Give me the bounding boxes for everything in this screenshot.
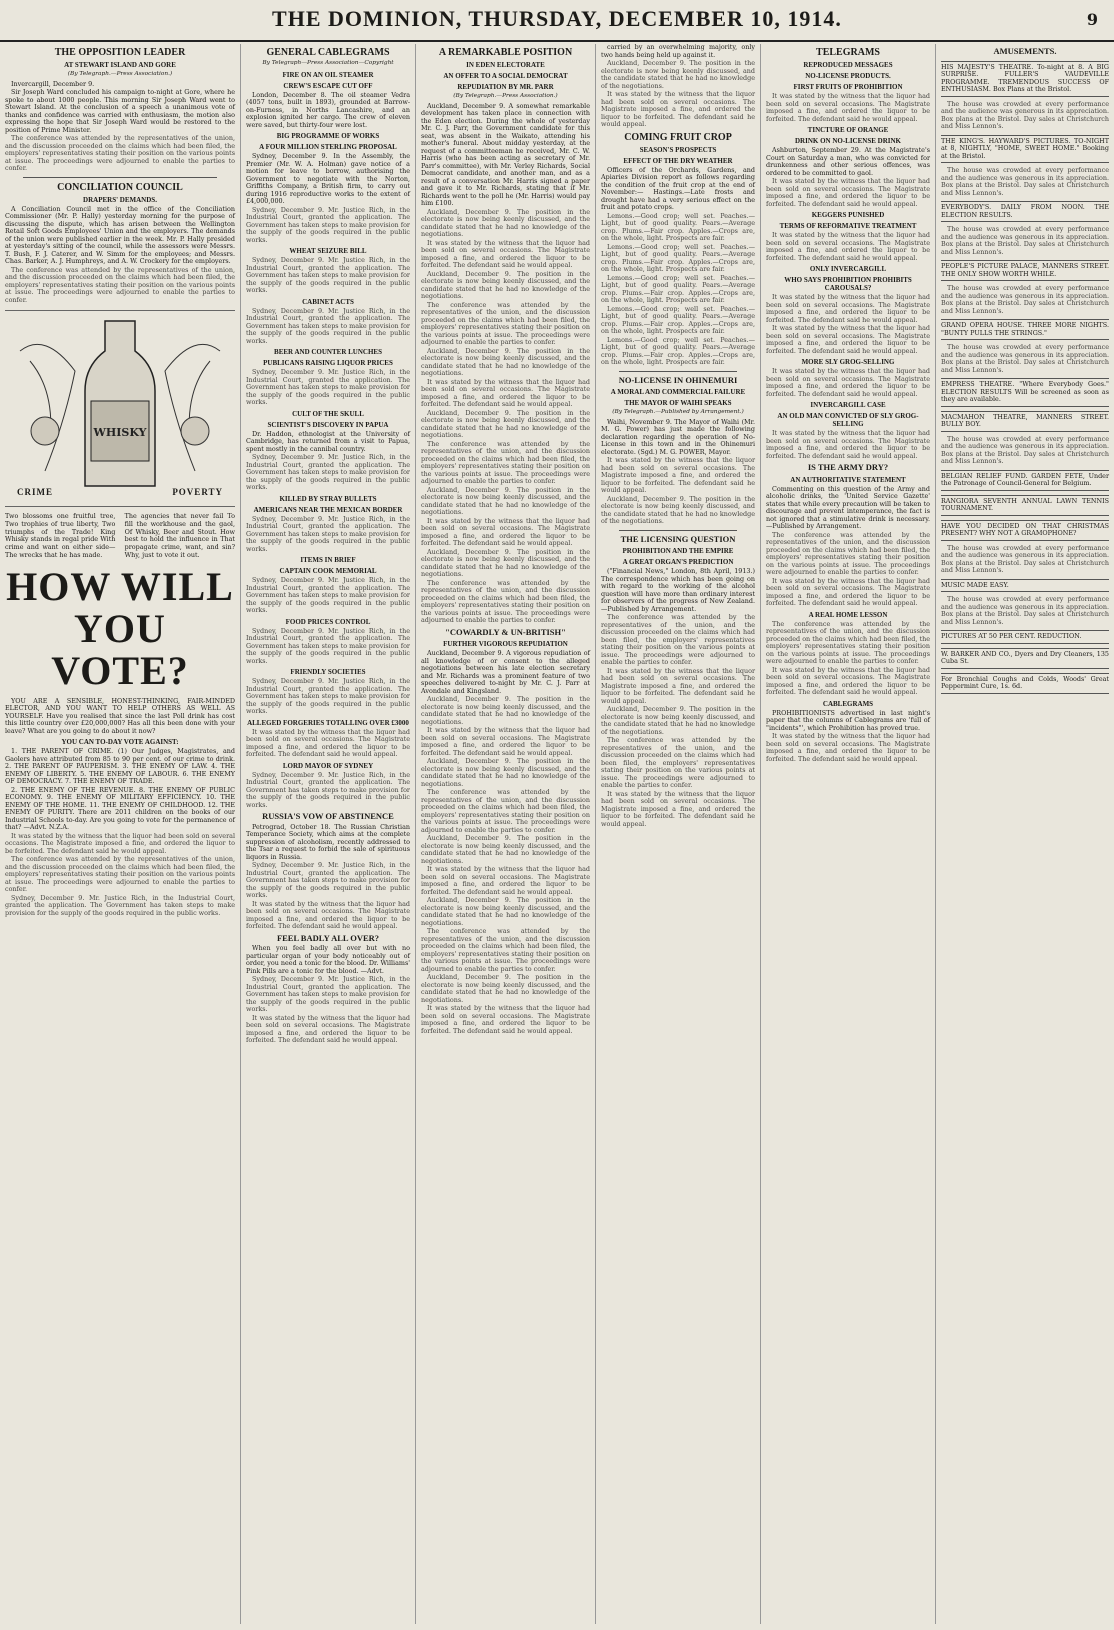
advert-filler: The house was crowded at every performance and the audience was generous in its appreciation. Box plans at the Bristol. Day sales at Christchurch and Miss Lennon's. bbox=[941, 595, 1109, 626]
column-1 bbox=[0, 44, 240, 1624]
army-body: Commenting on this question of the Army and alcoholic drinks, the 'United Service Gazette' states that while every precaution will be taken to discourage and prevent intemperance, the fact is not ignored that a stimulative drink is necessary. —Published by Arrangement. bbox=[766, 484, 930, 530]
article-filler: Auckland, December 9. The position in the electorate is now being keenly discussed, and the candidate stated that he had no knowledge of the negotiations. bbox=[421, 346, 590, 377]
items-in-brief-heading: ITEMS IN BRIEF bbox=[300, 556, 356, 564]
article-dateline: Invercargill, December 9. bbox=[11, 79, 95, 88]
amusements-heading: AMUSEMENTS. bbox=[993, 46, 1057, 56]
scientist-discovery-subheading: SCIENTIST'S DISCOVERY IN PAPUA bbox=[267, 420, 389, 429]
waihi-body: Waihi, November 9. The Mayor of Waihi (Mr. M. G. Power) has just made the following declaration regarding the operation of No-License in this town and in the Ohinemuri electorate. (Sgd.) M. G. POWER, Mayor. bbox=[601, 417, 755, 456]
fire-oil-steamer-heading: FIRE ON AN OIL STEAMER bbox=[282, 70, 374, 79]
great-organ-subheading: A GREAT ORGAN'S PREDICTION bbox=[622, 558, 734, 566]
sly-grog-subheading: MORE SLY GROG-SELLING bbox=[801, 358, 895, 366]
article-filler: The conference was attended by the representatives of the union, and the discussion proceeded on the claims which had been filed, the employers' representatives stating their position on the various points at issue. The proceedings were adjourned to enable the parties to confer. bbox=[421, 300, 590, 346]
peoples-palace-advert: PEOPLE'S PICTURE PALACE, MANNERS STREET. THE ONLY SHOW WORTH WHILE. bbox=[941, 260, 1109, 281]
tennis-tournament-advert: RANGIORA SEVENTH ANNUAL LAWN TENNIS TOURNAMENT. bbox=[941, 495, 1109, 516]
further-repudiation-subheading: FURTHER VIGOROUS REPUDIATION bbox=[443, 640, 568, 648]
article-filler: Lemons.—Good crop; well set. Peaches.—Light, but of good quality. Pears.—Average crop. Plums.—Fair crop. Apples.—Crops are, on the whole, light. Prospects are fair. bbox=[601, 304, 755, 335]
article-filler: Auckland, December 9. The position in the electorate is now being keenly discussed, and the candidate stated that he had no knowledge of the negotiations. bbox=[421, 896, 590, 927]
drink-no-license-subheading: DRINK ON NO-LICENSE DRINK bbox=[795, 137, 901, 145]
article-filler: It was stated by the witness that the liquor had been sold on several occasions. The Magistrate imposed a fine, and ordered the liquor to be forfeited. The defendant said he would appeal. bbox=[766, 367, 930, 398]
article-filler: It was stated by the witness that the liquor had been sold on several occasions. The Magistrate imposed a fine, and ordered the liquor to be forfeited. The defendant said he would appeal. bbox=[601, 666, 755, 705]
macmahon-theatre-advert: MACMAHON THEATRE, MANNERS STREET. BULLY BOY. bbox=[941, 411, 1109, 432]
article-filler: It was stated by the witness that the liquor had been sold on several occasions. The Magistrate imposed a fine, and ordered the liquor to be forfeited. The defendant said he would appeal. bbox=[421, 726, 590, 757]
keggers-punished-subheading: KEGGERS PUNISHED bbox=[811, 211, 885, 219]
article-filler: Auckland, December 9. The position in the electorate is now being keenly discussed, and the candidate stated that he had no knowledge of the negotiations. bbox=[421, 695, 590, 726]
cult-of-skull-heading: CULT OF THE SKULL bbox=[292, 409, 364, 418]
divider bbox=[619, 530, 737, 531]
article-filler: The conference was attended by the representatives of the union, and the discussion proceeded on the claims which had been filed, the employers' representatives stating their position on the various points at issue. The proceedings were adjourned to enable the parties to confer. bbox=[601, 736, 755, 789]
article-filler: Sydney, December 9. Mr. Justice Rich, in the Industrial Court, granted the application. The Government has taken steps to make provision for the supply of the goods required in the public works. bbox=[246, 306, 410, 345]
article-filler: It was stated by the witness that the liquor had been sold on several occasions. The Magistrate imposed a fine, and ordered the liquor to be forfeited. The defendant said he would appeal. bbox=[246, 727, 410, 758]
cabinet-acts-heading: CABINET ACTS bbox=[302, 297, 354, 306]
programme-of-works-heading: BIG PROGRAMME OF WORKS bbox=[276, 132, 380, 140]
article-filler: Sydney, December 9. Mr. Justice Rich, in the Industrial Court, granted the application. The Government has taken steps to make provision for the supply of the goods required in the public works. bbox=[246, 975, 410, 1013]
article-filler: It was stated by the witness that the liquor had been sold on several occasions. The Magistrate imposed a fine, and ordered the liquor to be forfeited. The defendant said he would appeal. bbox=[421, 516, 590, 547]
article-filler: Auckland, December 9. The position in the electorate is now being keenly discussed, and the candidate stated that he had no knowledge of the negotiations. bbox=[601, 59, 755, 90]
article-filler: Sydney, December 9. Mr. Justice Rich, in the Industrial Court, granted the application. The Government has taken steps to make provision for the supply of the goods required in the public works. bbox=[246, 626, 410, 665]
social-democrat-subheading: AN OFFER TO A SOCIAL DEMOCRAT bbox=[443, 72, 568, 80]
article-filler: Lemons.—Good crop; well set. Peaches.—Light, but of good quality. Pears.—Average crop. Plums.—Fair crop. Apples.—Crops are, on the whole, light. Prospects are fair. bbox=[601, 273, 755, 304]
season-prospects-subheading: SEASON'S PROSPECTS bbox=[639, 145, 717, 154]
cartoon-poem bbox=[5, 513, 235, 560]
article-filler: It was stated by the witness that the liquor had been sold on several occasions. The Magistrate imposed a fine, and ordered the liquor to be forfeited. The defendant said he would appeal. bbox=[766, 665, 930, 696]
article-filler: Auckland, December 9. The position in the electorate is now being keenly discussed, and the candidate stated that he had no knowledge of the negotiations. bbox=[601, 705, 755, 736]
first-fruits-subheading: FIRST FRUITS OF PROHIBITION bbox=[793, 83, 903, 91]
article-filler: The conference was attended by the representatives of the union, and the discussion proceeded on the claims which had been filed, the employers' representatives stating their position on the various points at issue. The proceedings were adjourned to enable the parties to confer. bbox=[421, 927, 590, 973]
mexican-border-subheading: AMERICANS NEAR THE MEXICAN BORDER bbox=[253, 505, 403, 514]
fruit-crop-body: Officers of the Orchards, Gardens, and Apiaries Division report as follows regarding the condition of the fruit crop at the end of November:— Hastings.—Late frosts and drought have had a very serious effect on the fruit and potato crops. bbox=[601, 165, 755, 211]
moral-failure-subheading: A MORAL AND COMMERCIAL FAILURE bbox=[610, 388, 746, 396]
cook-memorial-subheading: CAPTAIN COOK MEMORIAL bbox=[279, 567, 377, 575]
article-filler: It was stated by the witness that the liquor had been sold on several occasions. The Magistrate imposed a fine, and ordered the liquor to be forfeited. The defendant said he would appeal. bbox=[766, 429, 930, 460]
general-cablegrams-heading: GENERAL CABLEGRAMS bbox=[266, 47, 390, 58]
article-filler: It was stated by the witness that the liquor had been sold on several occasions. The Magistrate imposed a fine, and ordered the liquor to be forfeited. The defendant said he would appeal. bbox=[766, 293, 930, 324]
article-filler: It was stated by the witness that the liquor had been sold on several occasions. The Magistrate imposed a fine, and ordered the liquor to be forfeited. The defendant said he would appeal. bbox=[766, 92, 930, 123]
his-majestys-advert: HIS MAJESTY'S THEATRE. To-night at 8. A BIG SURPRISE. FULLER'S VAUDEVILLE PROGRAMME. TREMENDOUS SUCCESS OF ENTHUSIASM. Box Plans at the Bristol. bbox=[941, 61, 1109, 97]
article-filler: It was stated by the witness that the liquor had been sold on several occasions. The Magistrate imposed a fine, and ordered the liquor to be forfeited. The defendant said he would appeal. bbox=[766, 231, 930, 262]
repudiation-subheading: REPUDIATION BY MR. PARR bbox=[457, 83, 554, 91]
article-filler: It was stated by the witness that the liquor had been sold on several occasions. The Magistrate imposed a fine, and ordered the liquor to be forfeited. The defendant said he would appeal. bbox=[766, 576, 930, 607]
kings-theatre-advert: THE KING'S. HAYWARD'S PICTURES. TO-NIGHT at 8, NIGHTLY, "HOME, SWEET HOME." Booking at the Bristol. bbox=[941, 135, 1109, 164]
conciliation-council-heading: CONCILIATION COUNCIL bbox=[57, 181, 183, 193]
masthead bbox=[0, 0, 1114, 42]
oil-steamer-body: London, December 8. The oil steamer Vedra (4057 tons, built in 1893), grounded at Barrow-on-Furness, in Norths Lancashire, and an explosion ignited her cargo. The crew of eleven were saved, but thirty-four were lost. bbox=[246, 90, 410, 129]
article-filler: Auckland, December 9. The position in the electorate is now being keenly discussed, and the candidate stated that he had no knowledge of the negotiations. bbox=[421, 207, 590, 238]
newspaper-title: THE DOMINION, THURSDAY, DECEMBER 10, 1914. bbox=[272, 6, 842, 31]
ohinemuri-heading: NO-LICENSE IN OHINEMURI bbox=[618, 374, 738, 385]
poem-left: Two blossoms one fruitful tree, Two trophies of true liberty, Two triumphs of the Trade! King Whisky stands in regal pride With crime and want on either side— The wrecks that he has made. bbox=[5, 512, 116, 559]
article-filler: Sydney, December 9. Mr. Justice Rich, in the Industrial Court, granted the application. The Government has taken steps to make provision for the supply of the goods required in the public works. bbox=[246, 368, 410, 406]
skull-body: Dr. Haddon, ethnologist at the University of Cambridge, has returned from a visit to Papua, spent mostly in the cannibal country. bbox=[246, 429, 410, 453]
drapers-demands-subheading: DRAPERS' DEMANDS. bbox=[83, 195, 157, 204]
coming-fruit-crop-heading: COMING FRUIT CROP bbox=[624, 131, 732, 143]
whisky-bottle-illustration bbox=[5, 311, 235, 506]
article-filler: Sydney, December 9. Mr. Justice Rich, in the Industrial Court, granted the application. The Government has taken steps to make provision for the supply of the goods required in the public works. bbox=[246, 256, 410, 294]
article-filler: Sydney, December 9. Mr. Justice Rich, in the Industrial Court, granted the application. The Government has taken steps to make provision for the supply of the goods required in the public works. bbox=[246, 677, 410, 715]
beer-counter-lunches-heading: BEER AND COUNTER LUNCHES bbox=[274, 348, 382, 356]
food-prices-subheading: FOOD PRICES CONTROL bbox=[285, 617, 371, 626]
cablegrams-body: PROHIBITIONISTS advertised in last night's paper that the columns of Cablegrams are 'full of "incidents"', which Prohibition has proved true. bbox=[766, 708, 930, 732]
byline: By Telegraph—Press Association—Copyright bbox=[262, 60, 394, 66]
article-filler: It was stated by the witness that the liquor had been sold on several occasions. The Magistrate imposed a fine, and ordered the liquor to be forfeited. The defendant said he would appeal. bbox=[421, 865, 590, 896]
prohibition-empire-subheading: PROHIBITION AND THE EMPIRE bbox=[622, 547, 734, 555]
article-filler: It was stated by the witness that the liquor had been sold on several occasions. The Magistrate imposed a fine, and ordered the liquor to be forfeited. The defendant said he would appeal. bbox=[766, 732, 930, 763]
reformative-treatment-subheading: TERMS OF REFORMATIVE TREATMENT bbox=[779, 222, 917, 230]
article-filler: Sydney, December 9. Mr. Justice Rich, in the Industrial Court, granted the application. The Government has taken steps to make provision for the supply of the goods required in the public works. bbox=[246, 514, 410, 553]
article-filler: The conference was attended by the representatives of the union, and the discussion proceeded on the claims which had been filed, the employers' representatives stating their position on the various points at issue. The proceedings were adjourned to enable the parties to confer. bbox=[5, 265, 235, 304]
everybodys-advert: EVERYBODY'S. DAILY FROM NOON. THE ELECTION RESULTS. bbox=[941, 201, 1109, 222]
article-filler: Auckland, December 9. The position in the electorate is now being keenly discussed, and the candidate stated that he had no knowledge of the negotiations. bbox=[421, 547, 590, 578]
byline: (By Telegraph.—Press Association.) bbox=[453, 93, 558, 99]
article-filler: It was stated by the witness that the liquor had been sold on several occasions. The Magistrate imposed a fine, and ordered the liquor to be forfeited. The defendant said he would appeal. bbox=[5, 831, 235, 855]
column-2 bbox=[240, 44, 415, 1624]
belgian-relief-advert: BELGIAN RELIEF FUND. GARDEN FETE, Under the Patronage of Council-General for Belgium. bbox=[941, 470, 1109, 491]
grand-opera-house-advert: GRAND OPERA HOUSE. THREE MORE NIGHTS. "BUNTY PULLS THE STRINGS." bbox=[941, 319, 1109, 340]
article-filler: Sydney, December 9. Mr. Justice Rich, in the Industrial Court, granted the application. The Government has taken steps to make provision for the supply of the goods required in the public works. bbox=[246, 205, 410, 244]
article-filler: Auckland, December 9. The position in the electorate is now being keenly discussed, and the candidate stated that he had no knowledge of the negotiations. bbox=[601, 494, 755, 525]
article-filler: It was stated by the witness that the liquor had been sold on several occasions. The Magistrate imposed a fine, and ordered the liquor to be forfeited. The defendant said he would appeal. bbox=[246, 1013, 410, 1044]
opposition-leader-body: Sir Joseph Ward concluded his campaign to-night at Gore, where he spoke to about 1000 people. This morning Sir Joseph Ward went to Stewart Island. At the conclusion of a speech a unanimous vote of thanks and confidence was carried with enthusiasm, the motion also expressing the hope that Sir Joseph Ward would be restored to the position of Prime Minister. bbox=[5, 88, 235, 134]
stewart-island-subheading: AT STEWART ISLAND AND GORE bbox=[64, 61, 176, 69]
crime-caption: CRIME bbox=[17, 487, 53, 497]
music-made-easy-advert: MUSIC MADE EASY. bbox=[941, 579, 1109, 593]
four-million-subheading: A FOUR MILLION STERLING PROPOSAL bbox=[259, 143, 397, 151]
article-filler: Lemons.—Good crop; well set. Peaches.—Light, but of good quality. Pears.—Average crop. Plums.—Fair crop. Apples.—Crops are, on the whole, light. Prospects are fair. bbox=[601, 335, 755, 366]
barker-dyers-advert: W. BARKER AND CO., Dyers and Dry Cleaners, 135 Cuba St. bbox=[941, 648, 1109, 669]
friendly-societies-subheading: FRIENDLY SOCIETIES bbox=[290, 668, 366, 676]
opposition-leader-heading: THE OPPOSITION LEADER bbox=[54, 47, 186, 58]
old-man-convicted-subheading: AN OLD MAN CONVICTED OF SLY GROG-SELLING bbox=[777, 412, 919, 428]
whisky-cartoon bbox=[5, 310, 235, 507]
reproduced-messages-subheading: REPRODUCED MESSAGES bbox=[803, 61, 893, 69]
russia-body: Petrograd, October 18. The Russian Christian Temperance Society, which aims at the complete suppression of alcoholism, recently addressed to the Tsar a request to forbid the sale of spirituous liquors in Russia. bbox=[246, 822, 410, 861]
lord-mayor-subheading: LORD MAYOR OF SYDNEY bbox=[282, 761, 374, 770]
article-filler: It was stated by the witness that the liquor had been sold on several occasions. The Magistrate imposed a fine, and ordered the liquor to be forfeited. The defendant said he would appeal. bbox=[601, 789, 755, 828]
advert-filler: The house was crowded at every performance and the audience was generous in its appreciation. Box plans at the Bristol. Day sales at Christchurch and Miss Lennon's. bbox=[941, 543, 1109, 574]
article-filler: The conference was attended by the representatives of the union, and the discussion proceeded on the claims which had been filed, the employers' representatives stating their position on the various points at issue. The proceedings were adjourned to enable the parties to confer. bbox=[601, 613, 755, 666]
article-filler: Auckland, December 9. The position in the electorate is now being keenly discussed, and the candidate stated that he had no knowledge of the negotiations. bbox=[421, 408, 590, 439]
column-3 bbox=[415, 44, 595, 1624]
svg-text:WHISKY: WHISKY bbox=[93, 426, 147, 439]
divider bbox=[23, 177, 217, 178]
article-filler: The conference was attended by the representatives of the union, and the discussion proceeded on the claims which had been filed, the employers' representatives stating their position on the various points at issue. The proceedings were adjourned to enable the parties to confer. bbox=[766, 619, 930, 665]
article-filler: It was stated by the witness that the liquor had been sold on several occasions. The Magistrate imposed a fine, and ordered the liquor to be forfeited. The defendant said he would appeal. bbox=[601, 456, 755, 494]
invercargill-case-subheading: INVERCARGILL CASE bbox=[810, 401, 886, 409]
advert-filler: The house was crowded at every performance and the audience was generous in its appreciation. Box plans at the Bristol. Day sales at Christchurch and Miss Lennon's. bbox=[941, 434, 1109, 465]
advert-filler: The house was crowded at every performance and the audience was generous in its appreciation. Box plans at the Bristol. Day sales at Christchurch and Miss Lennon's. bbox=[941, 284, 1109, 315]
feel-badly-heading: FEEL BADLY ALL OVER? bbox=[276, 932, 380, 943]
article-filler: Auckland, December 9. The position in the electorate is now being keenly discussed, and the candidate stated that he had no knowledge of the negotiations. bbox=[421, 485, 590, 516]
advert-filler: The house was crowded at every performance and the audience was generous in its appreciation. Box plans at the Bristol. Day sales at Christchurch and Miss Lennon's. bbox=[941, 225, 1109, 256]
pictures-reduction-advert: PICTURES AT 50 PER CENT. REDUCTION. bbox=[941, 630, 1109, 644]
divider bbox=[619, 371, 737, 372]
column-6 bbox=[935, 44, 1114, 1624]
article-filler: The conference was attended by the representatives of the union, and the discussion proceeded on the claims which had been filed, the employers' representatives stating their position on the various points at issue. The proceedings were adjourned to enable the parties to confer. bbox=[766, 530, 930, 576]
carousals-subheading: WHO SAYS PROHIBITION PROHIBITS CAROUSALS? bbox=[784, 276, 912, 292]
remarkable-position-heading: A REMARKABLE POSITION bbox=[438, 47, 573, 58]
continued-text: carried by an overwhelming majority, only two hands being held up against it. bbox=[601, 44, 755, 59]
advert-filler: The house was crowded at every performance and the audience was generous in its appreciation. Box plans at the Bristol. Day sales at Christchurch and Miss Lennon's. bbox=[941, 343, 1109, 374]
publicans-subheading: PUBLICANS RAISING LIQUOR PRICES bbox=[263, 359, 393, 367]
crew-escape-subheading: CREW'S ESCAPE CUT OFF bbox=[283, 81, 373, 90]
licensing-body: ("Financial News," London, 8th April, 1913.) The correspondence which has been going on with regard to the working of the alcohol question will have more than ordinary interest for observers of the progress of New Zealand. —Published by Arrangement. bbox=[601, 567, 755, 613]
article-filler: Lemons.—Good crop; well set. Peaches.—Light, but of good quality. Pears.—Average crop. Plums.—Fair crop. Apples.—Crops are, on the whole, light. Prospects are fair. bbox=[601, 242, 755, 273]
empress-theatre-advert: EMPRESS THEATRE. "Where Everybody Goes." ELECTION RESULTS Will be screened as soon as they are available. bbox=[941, 378, 1109, 407]
article-filler: The conference was attended by the representatives of the union, and the discussion proceeded on the claims which had been filed, the employers' representatives stating their position on the various points at issue. The proceedings were adjourned to enable the parties to confer. bbox=[421, 439, 590, 485]
forgeries-subheading: ALLEGED FORGERIES TOTALLING OVER £3000 bbox=[247, 718, 409, 727]
article-filler: The conference was attended by the representatives of the union, and the discussion proceeded on the claims which had been filed, the employers' representatives stating their position on the various points at issue. The proceedings were adjourned to enable the parties to confer. bbox=[421, 578, 590, 624]
article-filler: It was stated by the witness that the liquor had been sold on several occasions. The Magistrate imposed a fine, and ordered the liquor to be forfeited. The defendant said he would appeal. bbox=[766, 324, 930, 355]
how-will-you-vote-headline: HOW WILL YOU VOTE? bbox=[6, 563, 234, 693]
tincture-orange-subheading: TINCTURE OF ORANGE bbox=[807, 126, 889, 134]
cowardly-heading: "COWARDLY & UN-BRITISH" bbox=[445, 626, 566, 637]
vote-against-list-continued: 2. THE ENEMY OF THE REVENUE. 8. THE ENEMY OF PUBLIC ECONOMY. 9. THE ENEMY OF MILITARY EFFICIENCY. 10. THE ENEMY OF THE HOME. 11. THE ENEMY OF CHILDHOOD. 12. THE ENEMY OF PURITY. There are 2011 children on the books of our Industrial Schools to-day. Are you going to vote for the permanence of that? —Advt. N.Z.A. bbox=[5, 785, 235, 832]
article-filler: It was stated by the witness that the liquor had been sold on several occasions. The Magistrate imposed a fine, and ordered the liquor to be forfeited. The defendant said he would appeal. bbox=[421, 238, 590, 269]
vote-against-list: 1. THE PARENT OF CRIME. (1) Our Judges, Magistrates, and Gaolers have attributed from 85 to 90 per cent. of our crime to drink. 2. THE PARENT OF PAUPERISM. 3. THE ENEMY OF LAW. 4. THE ENEMY OF LIBERTY. 5. THE ENEMY OF LABOUR. 6. THE ENEMY OF DEMOCRACY. 7. THE ENEMY OF TRADE. bbox=[5, 747, 235, 786]
article-filler: The conference was attended by the representatives of the union, and the discussion proceeded on the claims which had been filed, the employers' representatives stating their position on the various points at issue. The proceedings were adjourned to enable the parties to confer. bbox=[421, 788, 590, 834]
only-invercargill-subheading: ONLY INVERCARGILL bbox=[809, 265, 887, 273]
page-number: 9 bbox=[1086, 10, 1098, 29]
poverty-caption: POVERTY bbox=[172, 487, 223, 497]
advert-filler: The house was crowded at every performance and the audience was generous in its appreciation. Box plans at the Bristol. Day sales at Christchurch and Miss Lennon's. bbox=[941, 166, 1109, 197]
works-body: Sydney, December 9. In the Assembly, the Premier (Mr. W. A. Holman) gave notice of a motion for leave to borrow, authorising the Government to negotiate with the Norton, Griffiths Company, a British firm, to carry out during 1916 reproductive works to the extent of £4,000,000. bbox=[246, 152, 410, 205]
cablegrams-subheading: CABLEGRAMS bbox=[822, 699, 874, 708]
advert-filler: The house was crowded at every performance and the audience was generous in its appreciation. Box plans at the Bristol. Day sales at Christchurch and Miss Lennon's. bbox=[941, 99, 1109, 130]
article-filler: The conference was attended by the representatives of the union, and the discussion proceeded on the claims which had been filed, the employers' representatives stating their position on the various points at issue. The proceedings were adjourned to enable the parties to confer. bbox=[5, 134, 235, 172]
russia-abstinence-heading: RUSSIA'S VOW OF ABSTINENCE bbox=[262, 811, 394, 821]
eden-body: Auckland, December 9. A somewhat remarkable development has taken place in connection with the Eden election. During the whole of yesterday Mr. C. J. Parr, the Government candidate for this seat, was absent in the Waikato, attending his mother's funeral. About midday yesterday, at the request of a committeeman he received, Mr. C. W. Harris (who has been acting as secretary of Mr. Parr's committee), with Mr. Verley Richards, Social Democrat candidate, and another man, and as a result of a conversation Mr. Harris signed a paper and gave it to Mr. Richards, stating that if Mr. Richards went to the poll he (Mr. Harris) would pay him £100. bbox=[421, 101, 590, 207]
article-filler: Sydney, December 9. Mr. Justice Rich, in the Industrial Court, granted the application. The Government has taken steps to make provision for the supply of the goods required in the public works. bbox=[5, 893, 235, 917]
no-license-products-subheading: NO-LICENSE PRODUCTS. bbox=[805, 72, 891, 80]
byline: (By Telegraph.—Press Association.) bbox=[67, 71, 173, 77]
vote-against-heading: YOU CAN TO-DAY VOTE AGAINST: bbox=[61, 738, 179, 747]
article-filler: Sydney, December 9. Mr. Justice Rich, in the Industrial Court, granted the application. The Government has taken steps to make provision for the supply of the goods required in the public works. bbox=[246, 453, 410, 491]
article-filler: Sydney, December 9. Mr. Justice Rich, in the Industrial Court, granted the application. The Government has taken steps to make provision for the supply of the goods required in the public works. bbox=[246, 576, 410, 614]
army-dry-heading: IS THE ARMY DRY? bbox=[807, 462, 889, 472]
article-filler: Sydney, December 9. Mr. Justice Rich, in the Industrial Court, granted the application. The Government has taken steps to make provision for the supply of the goods required in the public works. bbox=[246, 861, 410, 899]
article-filler: It was stated by the witness that the liquor had been sold on several occasions. The Magistrate imposed a fine, and ordered the liquor to be forfeited. The defendant said he would appeal. bbox=[246, 899, 410, 930]
article-filler: It was stated by the witness that the liquor had been sold on several occasions. The Magistrate imposed a fine, and ordered the liquor to be forfeited. The defendant said he would appeal. bbox=[601, 90, 755, 128]
licensing-question-heading: THE LICENSING QUESTION bbox=[620, 533, 736, 544]
article-filler: Lemons.—Good crop; well set. Peaches.—Light, but of good quality. Pears.—Average crop. Plums.—Fair crop. Apples.—Crops are, on the whole, light. Prospects are fair. bbox=[601, 211, 755, 242]
repudiation-body: Auckland, December 9. A vigorous repudiation of all knowledge of or consent to the alleged negotiations between his late election secretary and Mr. Richards was a prominent feature of two speeches delivered to-night by Mr. C. J. Parr at Avondale and Kingsland. bbox=[421, 649, 590, 695]
wheat-seizure-heading: WHEAT SEIZURE BILL bbox=[289, 247, 367, 255]
article-filler: Sydney, December 9. Mr. Justice Rich, in the Industrial Court, granted the application. The Government has taken steps to make provision for the supply of the goods required in the public works. bbox=[246, 770, 410, 809]
telegrams-heading: TELEGRAMS bbox=[816, 47, 880, 58]
home-lesson-subheading: A REAL HOME LESSON bbox=[808, 610, 888, 619]
article-filler: It was stated by the witness that the liquor had been sold on several occasions. The Magistrate imposed a fine, and ordered the liquor to be forfeited. The defendant said he would appeal. bbox=[421, 377, 590, 408]
article-filler: It was stated by the witness that the liquor had been sold on several occasions. The Magistrate imposed a fine, and ordered the liquor to be forfeited. The defendant said he would appeal. bbox=[421, 1004, 590, 1035]
article-filler: Auckland, December 9. The position in the electorate is now being keenly discussed, and the candidate stated that he had no knowledge of the negotiations. bbox=[421, 269, 590, 300]
authoritative-statement-subheading: AN AUTHORITATIVE STATEMENT bbox=[790, 475, 906, 484]
gramophone-advert: HAVE YOU DECIDED ON THAT CHRISTMAS PRESENT? WHY NOT A GRAMOPHONE? bbox=[941, 520, 1109, 541]
stray-bullets-heading: KILLED BY STRAY BULLETS bbox=[279, 494, 377, 503]
eden-electorate-subheading: IN EDEN ELECTORATE bbox=[466, 61, 545, 69]
mayor-waihi-subheading: THE MAYOR OF WAIHI SPEAKS bbox=[624, 399, 732, 407]
byline: (By Telegraph.—Published by Arrangement.) bbox=[612, 409, 744, 415]
poem-right: The agencies that never fail To fill the workhouse and the gaol, Of Whisky, Beer and Stout. How best to hold the influence in That propagate crime, want, and sin? Why, just to vote it out. bbox=[124, 512, 235, 559]
peppermint-cure-advert: For Bronchial Coughs and Colds, Woods' Great Peppermint Cure, 1s. 6d. bbox=[941, 673, 1109, 694]
article-filler: It was stated by the witness that the liquor had been sold on several occasions. The Magistrate imposed a fine, and ordered the liquor to be forfeited. The defendant said he would appeal. bbox=[766, 177, 930, 208]
article-filler: Auckland, December 9. The position in the electorate is now being keenly discussed, and the candidate stated that he had no knowledge of the negotiations. bbox=[421, 757, 590, 788]
article-filler: Auckland, December 9. The position in the electorate is now being keenly discussed, and the candidate stated that he had no knowledge of the negotiations. bbox=[421, 973, 590, 1004]
article-filler: The conference was attended by the representatives of the union, and the discussion proceeded on the claims which had been filed, the employers' representatives stating their position on the various points at issue. The proceedings were adjourned to enable the parties to confer. bbox=[5, 855, 235, 894]
column-5 bbox=[760, 44, 935, 1624]
dry-weather-subheading: EFFECT OF THE DRY WEATHER bbox=[623, 156, 733, 165]
conciliation-body: A Conciliation Council met in the office of the Conciliation Commissioner (Mr. P. Hally) yesterday morning for the purpose of discussing the dispute, which has arisen between the Wellington Retail Soft Goods Employees' Union and the employers. The demands of the union were published earlier in the week. Mr. P. Hally presided at yesterday's sitting of the council, while the assessors were Messrs. T. Bush, F. J. Caterer, and W. Simm for the employees; and Messrs. Chas. Barker, A. J. Humphreys, and A. W. Crockery for the employers. bbox=[5, 204, 235, 265]
ashburton-body: Ashburton, September 29. At the Magistrate's Court on Saturday a man, who was convicted for drunkenness and other serious offences, was ordered to be committed to gaol. bbox=[766, 146, 930, 177]
voter-appeal: YOU ARE A SENSIBLE, HONEST-THINKING, FAIR-MINDED ELECTOR, AND YOU WANT TO HELP OTHERS AS WELL AS YOURSELF. Have you realised that since the last Poll drink has cost this little country over £20,000,000? Has all this been done with your leave? What are you going to do about it now? bbox=[5, 696, 235, 735]
column-4 bbox=[595, 44, 760, 1624]
article-filler: Auckland, December 9. The position in the electorate is now being keenly discussed, and the candidate stated that he had no knowledge of the negotiations. bbox=[421, 834, 590, 865]
pink-pills-advert: When you feel badly all over but with no particular organ of your body noticeably out of order, you need a tonic for the blood. Dr. Williams' Pink Pills are a tonic for the blood. —Advt. bbox=[246, 944, 410, 975]
